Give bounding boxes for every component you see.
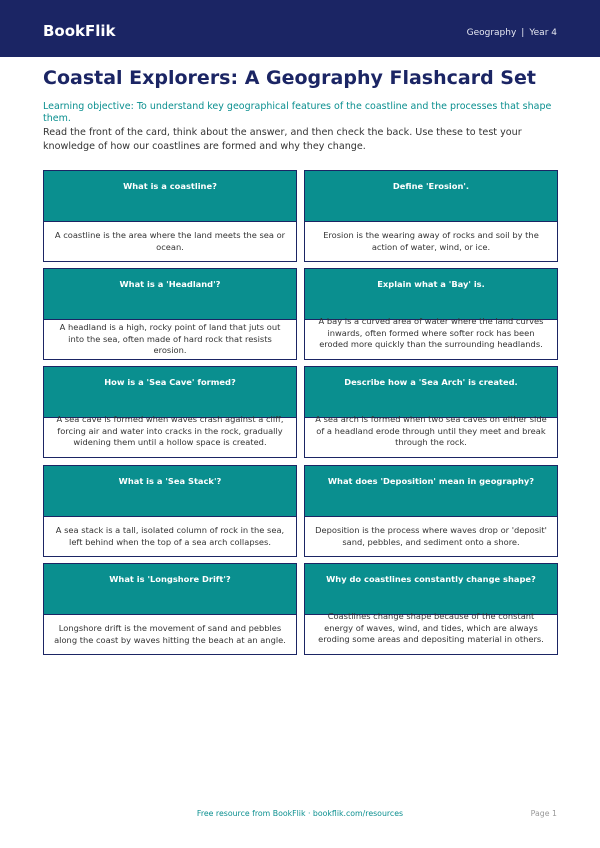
card-answer: A coastline is the area where the land meets the sea or ocean. bbox=[54, 230, 286, 252]
flashcard bbox=[304, 170, 558, 262]
card-answer: Deposition is the process where waves drop or 'deposit' sand, pebbles, and sediment onto a shore. bbox=[315, 525, 547, 547]
card-question: How is a 'Sea Cave' formed? bbox=[104, 377, 236, 387]
subject-label: Geography bbox=[466, 28, 517, 38]
breadcrumb bbox=[467, 27, 557, 39]
card-question: What does 'Deposition' mean in geography? bbox=[327, 476, 535, 486]
flashcard bbox=[43, 268, 297, 360]
card-front bbox=[305, 171, 557, 222]
flashcard bbox=[304, 268, 558, 360]
card-answer: Longshore drift is the movement of sand and pebbles along the coast by waves hitting the beach at an angle. bbox=[54, 623, 286, 645]
header-bar bbox=[0, 0, 600, 57]
card-question: Define 'Erosion'. bbox=[392, 181, 470, 191]
card-front bbox=[44, 564, 296, 615]
card-answer: A sea arch is formed when two sea caves on either side of a headland erode through until they meet and break through the rock. bbox=[315, 414, 547, 447]
card-front bbox=[44, 367, 296, 418]
flashcard bbox=[43, 465, 297, 557]
card-front bbox=[305, 269, 557, 320]
flashcard bbox=[304, 465, 558, 557]
card-front bbox=[305, 564, 557, 615]
flashcard bbox=[304, 366, 558, 458]
card-front bbox=[44, 171, 296, 222]
card-front bbox=[44, 466, 296, 517]
page-title: Coastal Explorers: A Geography Flashcard Set bbox=[43, 67, 536, 89]
card-question: Describe how a 'Sea Arch' is created. bbox=[344, 377, 518, 387]
breadcrumb-separator: | bbox=[521, 28, 525, 38]
card-front bbox=[305, 466, 557, 517]
learning-objective: Learning objective: To understand key geographical features of the coastline and the processes that shape them. bbox=[43, 101, 552, 124]
footer-resource-link[interactable]: Free resource from BookFlik · bookflik.com/resources bbox=[196, 809, 404, 818]
card-answer: A headland is a high, rocky point of land that juts out into the sea, often made of hard rock that resists erosion. bbox=[59, 322, 281, 356]
flashcard bbox=[304, 563, 558, 655]
card-answer: A bay is a curved area of water where the land curves inwards, often formed where softer rock has been eroded more quickly than the surrounding headlands. bbox=[318, 316, 544, 349]
card-answer: Erosion is the wearing away of rocks and soil by the action of water, wind, or ice. bbox=[323, 230, 539, 252]
card-question: What is 'Longshore Drift'? bbox=[109, 574, 231, 584]
card-front bbox=[44, 269, 296, 320]
year-label: Year 4 bbox=[529, 28, 557, 38]
card-answer: A sea stack is a tall, isolated column of rock in the sea, left behind when the top of a sea arch collapses. bbox=[55, 525, 285, 547]
card-answer: A sea cave is formed when waves crash against a cliff, forcing air and water into cracks in the rock, gradually widening them until a hollow space is created. bbox=[56, 414, 284, 447]
brand-logo[interactable]: BookFlik bbox=[43, 22, 116, 40]
flashcard bbox=[43, 170, 297, 262]
card-question: What is a 'Sea Stack'? bbox=[118, 476, 222, 486]
page-number: Page 1 bbox=[530, 809, 557, 818]
intro-text: Read the front of the card, think about the answer, and then check the back. Use these to test your knowledge of how our coastlines are formed and why they change. bbox=[43, 127, 522, 152]
flashcard bbox=[43, 366, 297, 458]
card-question: What is a coastline? bbox=[123, 181, 217, 191]
card-question: Explain what a 'Bay' is. bbox=[377, 279, 485, 289]
card-question: Why do coastlines constantly change shape? bbox=[326, 574, 536, 584]
flashcard bbox=[43, 563, 297, 655]
card-front bbox=[305, 367, 557, 418]
card-answer: Coastlines change shape because of the constant energy of waves, wind, and tides, which are always eroding some areas and depositing material in others. bbox=[318, 611, 544, 644]
card-question: What is a 'Headland'? bbox=[119, 279, 221, 289]
